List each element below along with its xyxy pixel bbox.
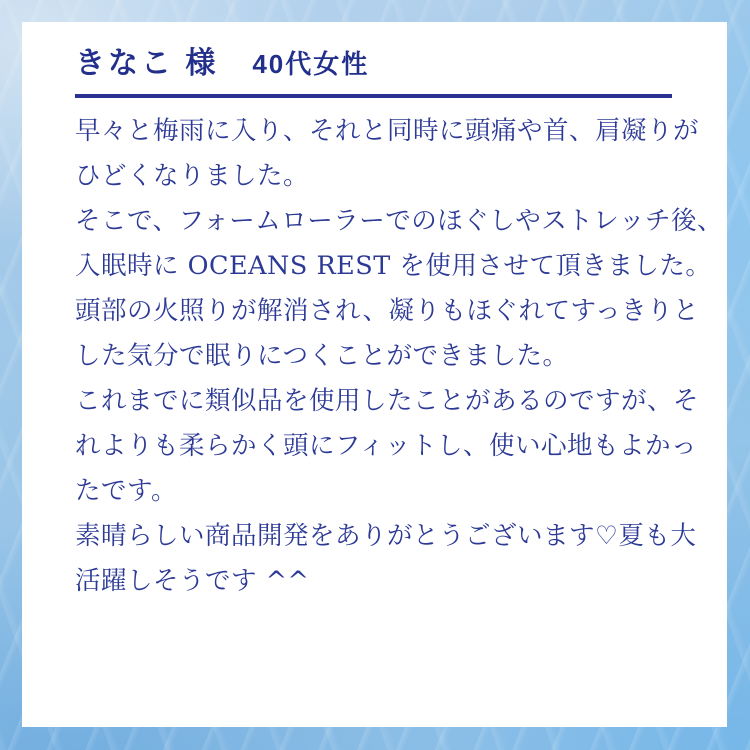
review-line: 活躍しそうです ^^ <box>75 566 310 596</box>
review-line: した気分で眠りにつくことができました。 <box>75 341 569 371</box>
review-line: 素晴らしい商品開発をありがとうございます♡夏も大 <box>75 521 697 551</box>
review-body <box>75 109 723 604</box>
review-line: 早々と梅雨に入り、それと同時に頭痛や首、肩凝りが <box>75 116 700 146</box>
review-line: たです。 <box>75 476 177 506</box>
review-line: 頭部の火照りが解消され、凝りもほぐれてすっきりと <box>75 296 700 326</box>
review-line: これまでに類似品を使用したことがあるのですが、そ <box>75 386 700 416</box>
review-line: れよりも柔らかく頭にフィットし、使い心地もよかっ <box>75 431 697 461</box>
review-line: 入眠時に OCEANS REST を使用させて頂きました。 <box>75 251 712 281</box>
testimonial-header <box>75 48 699 80</box>
review-line: そこで、フォームローラーでのほぐしやストレッチ後、 <box>75 206 723 236</box>
header-divider <box>75 94 672 98</box>
testimonial-card <box>22 22 727 727</box>
customer-name: きなこ 様 <box>75 47 219 80</box>
customer-profile: 40代女性 <box>252 49 370 79</box>
review-line: ひどくなりました。 <box>75 161 310 191</box>
